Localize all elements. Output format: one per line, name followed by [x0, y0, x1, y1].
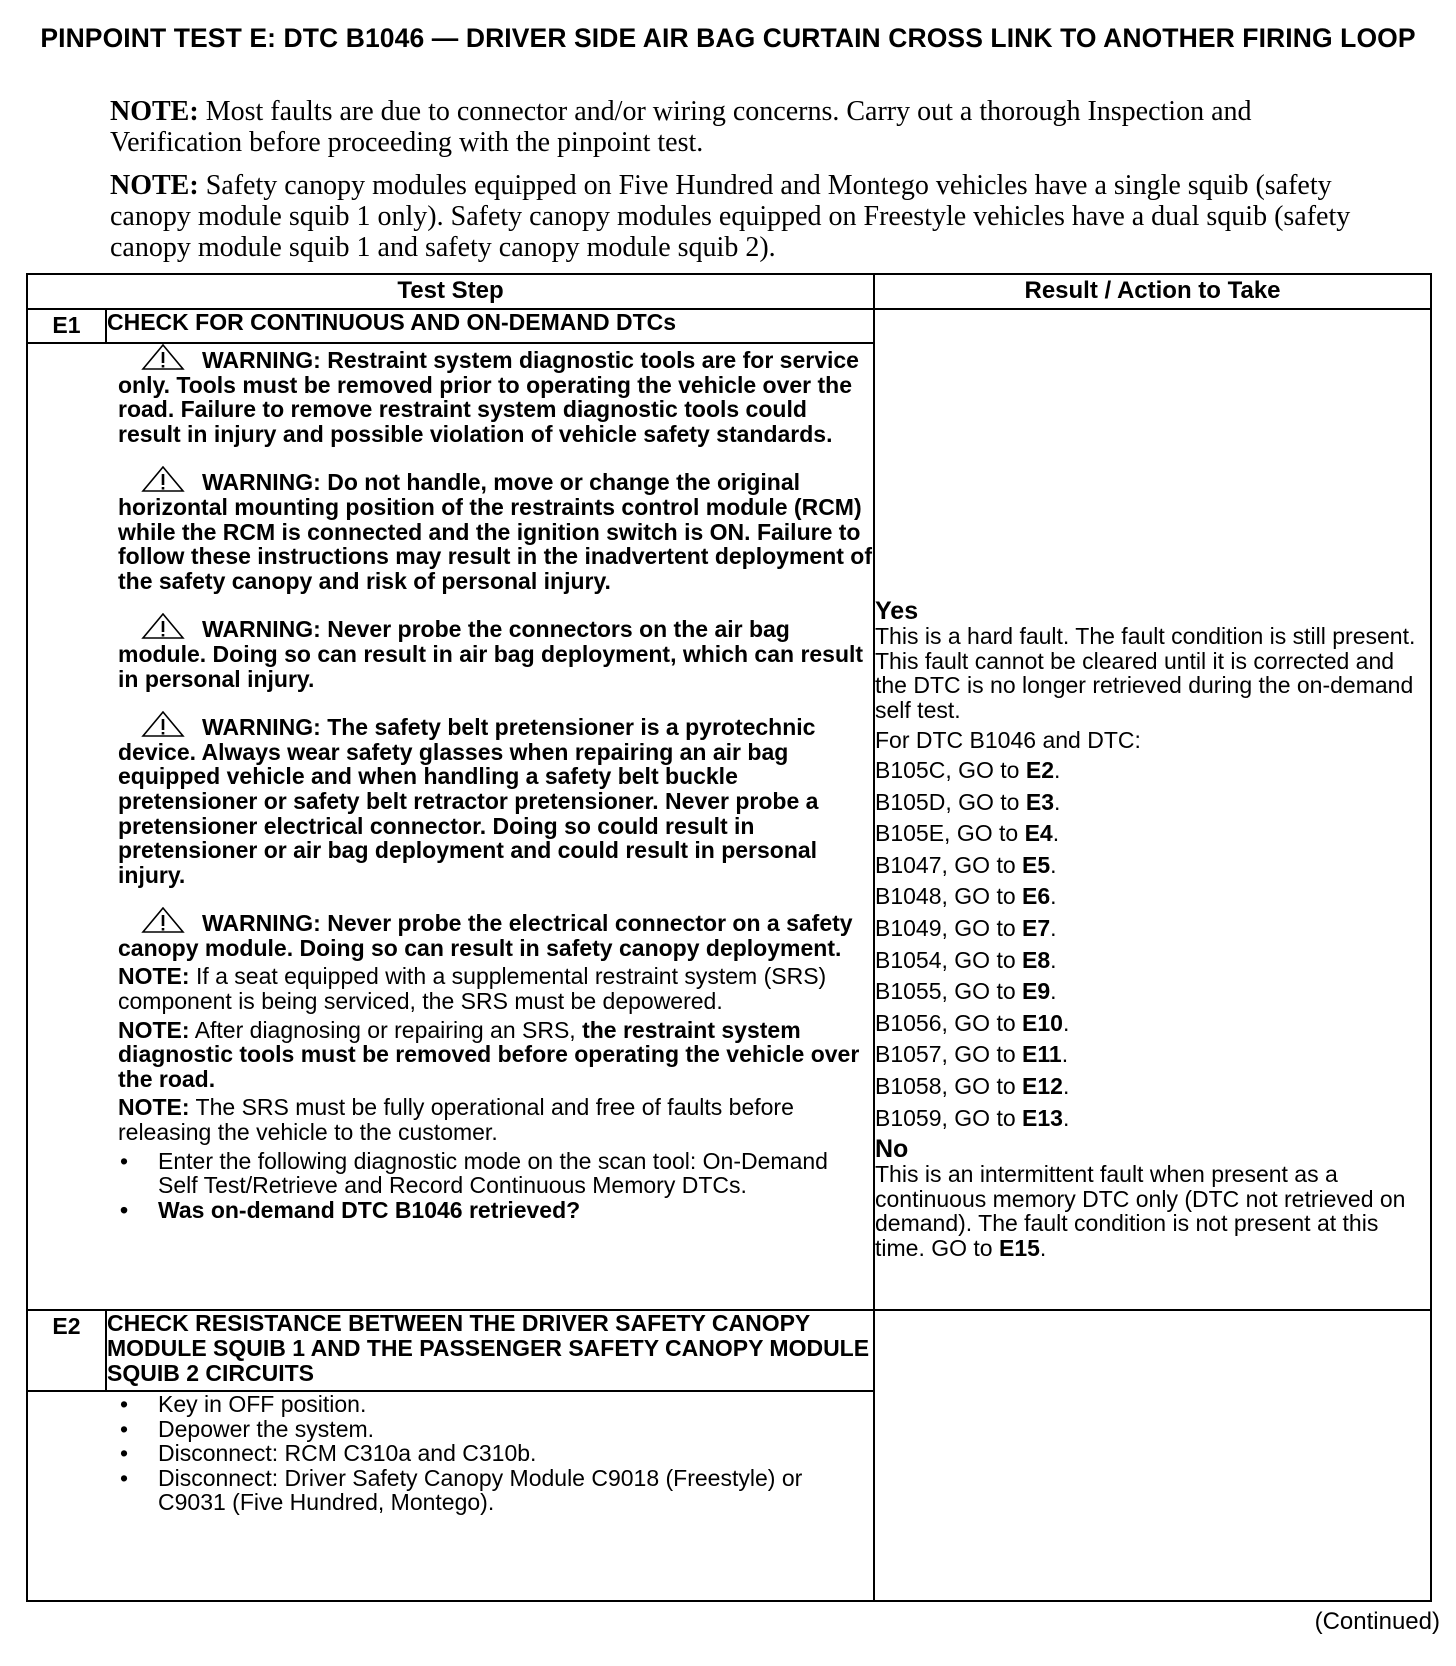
note-text: The SRS must be fully operational and free of faults before releasing the vehicle to the customer. [118, 1094, 794, 1146]
list-item: • Depower the system. [118, 1417, 873, 1442]
warning-text: WARNING: Do not handle, move or change the original horizontal mounting position of the restraints control module (RCM) while the RCM is connected and the ignition switch is ON. Failure to follow these instructions may result in the inadvertent deployment of the safety canopy and risk of personal injury. [118, 469, 873, 594]
dtc-code-item [875, 1071, 1430, 1103]
period: . [1052, 820, 1060, 847]
note-bold-text: the restraint system diagnostic tools must be removed before operating the vehicle over the road. [118, 1016, 860, 1092]
dtc-code-item [875, 1103, 1430, 1135]
note-text: Safety canopy modules equipped on Five Hundred and Montego vehicles have a single squib (safety canopy module squib 1 only). Safety canopy modules equipped on Freestyle vehicles have a dual squib (safety canopy module squib 1 and safety canopy module squib 2). [110, 170, 1351, 263]
dtc-code-item [875, 850, 1430, 882]
step-e2-title-row [27, 1310, 1431, 1391]
note-text: After diagnosing or repairing an SRS, [194, 1016, 576, 1043]
test-step-header: Test Step [27, 274, 874, 309]
step-title: CHECK FOR CONTINUOUS AND ON-DEMAND DTCs [106, 309, 874, 343]
dtc-code: B1057, GO to [875, 1041, 1023, 1068]
goto-link[interactable]: E5 [1022, 851, 1051, 878]
step-e1-body [27, 343, 874, 1310]
period: . [1054, 788, 1061, 815]
period: . [1061, 1041, 1069, 1068]
note-label: NOTE: [110, 96, 199, 127]
goto-link[interactable]: E4 [1024, 820, 1053, 847]
action-list [118, 1392, 873, 1515]
no-label: No [875, 1135, 909, 1164]
period: . [1050, 978, 1057, 1005]
dtc-code: B1048, GO to [875, 883, 1023, 910]
period: . [1062, 1104, 1070, 1131]
note [118, 964, 873, 1013]
goto-link[interactable]: E6 [1022, 883, 1051, 910]
goto-link[interactable]: E13 [1022, 1104, 1063, 1131]
pinpoint-test-table [26, 273, 1432, 1602]
dtc-code-item [875, 1039, 1430, 1071]
goto-link[interactable]: E8 [1022, 946, 1051, 973]
result-header: Result / Action to Take [874, 274, 1431, 309]
goto-link[interactable]: E11 [1022, 1041, 1062, 1068]
dtc-code: B1058, GO to [875, 1072, 1023, 1099]
dtc-code: B1059, GO to [875, 1104, 1023, 1131]
dtc-code-item [875, 913, 1430, 945]
dtc-code-item [875, 1008, 1430, 1040]
list-item: • Disconnect: Driver Safety Canopy Module C9018 (Freestyle) or C9031 (Five Hundred, Montego). [118, 1466, 873, 1515]
step-id: E2 [27, 1310, 106, 1391]
period: . [1062, 1009, 1070, 1036]
note-label: NOTE: [118, 1016, 190, 1043]
goto-link[interactable]: E12 [1022, 1072, 1063, 1099]
warning-text: WARNING: The safety belt pretensioner is a pyrotechnic device. Always wear safety glasses when repairing an air bag equipped vehicle and when handling a safety belt buckle pretensioner or safety belt retractor pretensioner. Never probe a pretensioner electrical connector. Doing so could result in pretensioner or air bag deployment and could result in personal injury. [118, 714, 819, 888]
dtc-code-item [875, 976, 1430, 1008]
period: . [1050, 851, 1057, 878]
yes-text: This is a hard fault. The fault condition is still present. This fault cannot be cleared until it is corrected and the DTC is no longer retrieved during the on-demand self test. [875, 623, 1416, 723]
note-label: NOTE: [118, 963, 190, 990]
period: . [1050, 914, 1057, 941]
goto-link[interactable]: E9 [1022, 978, 1051, 1005]
note [118, 1018, 873, 1092]
no-text [875, 1162, 1430, 1260]
dtc-code-item [875, 881, 1430, 913]
intro-notes [110, 96, 1360, 275]
warning-triangle-icon [134, 344, 192, 370]
list-item: • Was on-demand DTC B1046 retrieved? [118, 1198, 873, 1223]
dtc-code-item [875, 945, 1430, 977]
dtc-code-item [875, 787, 1430, 819]
yes-label: Yes [875, 597, 919, 625]
step-title: CHECK RESISTANCE BETWEEN THE DRIVER SAFETY CANOPY MODULE SQUIB 1 AND THE PASSENGER SAFETY CANOPY MODULE SQUIB 2 CIRCUITS [106, 1310, 874, 1391]
goto-link[interactable]: E10 [1022, 1009, 1063, 1036]
period: . [1054, 756, 1061, 783]
step-e1-title-row [27, 309, 1431, 343]
dtc-code-list [875, 755, 1430, 1134]
warning-block [118, 466, 873, 593]
intro-note [110, 96, 1360, 158]
warning-text: WARNING: Restraint system diagnostic tools are for service only. Tools must be removed prior to operating the vehicle over the road. Failure to remove restraint system diagnostic tools could result in injury and possible violation of vehicle safety standards. [118, 347, 859, 447]
dtc-code: B105D, GO to [875, 788, 1026, 815]
period: . [1039, 1234, 1047, 1261]
no-text-body: This is an intermittent fault when present as a continuous memory DTC only (DTC not retrieved on demand). The fault condition is not present at this time. GO to [875, 1161, 1406, 1261]
for-dtc-text: For DTC B1046 and DTC: [875, 727, 1141, 754]
period: . [1050, 883, 1057, 910]
goto-link[interactable]: E15 [998, 1234, 1040, 1261]
warning-block [118, 711, 873, 887]
dtc-code: B1049, GO to [875, 914, 1023, 941]
goto-link[interactable]: E3 [1025, 788, 1054, 815]
warning-block [118, 344, 873, 446]
warning-triangle-icon [134, 466, 192, 492]
action-list [118, 1149, 873, 1223]
warning-text: WARNING: Never probe the connectors on the air bag module. Doing so can result in air bag deployment, which can result in personal injury. [118, 616, 864, 692]
list-item: • Disconnect: RCM C310a and C310b. [118, 1441, 873, 1466]
dtc-code: B1055, GO to [875, 978, 1023, 1005]
warning-block [118, 613, 873, 691]
warning-text: WARNING: Never probe the electrical connector on a safety canopy module. Doing so can result in safety canopy deployment. [118, 910, 853, 961]
note-label: NOTE: [110, 170, 199, 201]
note [118, 1095, 873, 1144]
dtc-code: B1047, GO to [875, 851, 1023, 878]
note-label: NOTE: [118, 1094, 190, 1121]
period: . [1062, 1072, 1070, 1099]
step-e1-result [874, 309, 1431, 1310]
warning-block [118, 907, 873, 960]
dtc-code: B1054, GO to [875, 946, 1023, 973]
continued-label: (Continued) [1314, 1608, 1440, 1635]
warning-triangle-icon [134, 907, 192, 933]
intro-note [110, 170, 1360, 263]
page-title: PINPOINT TEST E: DTC B1046 — DRIVER SIDE AIR BAG CURTAIN CROSS LINK TO ANOTHER FIRING LOOP [40, 23, 1416, 53]
note-text: If a seat equipped with a supplemental restraint system (SRS) component is being serviced, the SRS must be depowered. [118, 963, 827, 1015]
warning-triangle-icon [134, 613, 192, 639]
dtc-code-item [875, 818, 1430, 850]
dtc-code-item [875, 755, 1430, 787]
table-header-row [27, 274, 1431, 309]
goto-link[interactable]: E2 [1025, 756, 1054, 783]
dtc-code: B105E, GO to [875, 820, 1025, 847]
step-e2-result [874, 1310, 1431, 1601]
step-e2-body [27, 1391, 874, 1601]
list-item: • Key in OFF position. [118, 1392, 873, 1417]
list-item: • Enter the following diagnostic mode on the scan tool: On-Demand Self Test/Retrieve and Record Continuous Memory DTCs. [118, 1149, 873, 1198]
period: . [1050, 946, 1057, 973]
note-text: Most faults are due to connector and/or wiring concerns. Carry out a thorough Inspection and Verification before proceeding with the pinpoint test. [110, 96, 1252, 158]
warning-triangle-icon [134, 711, 192, 737]
goto-link[interactable]: E7 [1022, 914, 1051, 941]
dtc-code: B105C, GO to [875, 756, 1026, 783]
step-id: E1 [27, 309, 106, 343]
dtc-code: B1056, GO to [875, 1009, 1023, 1036]
